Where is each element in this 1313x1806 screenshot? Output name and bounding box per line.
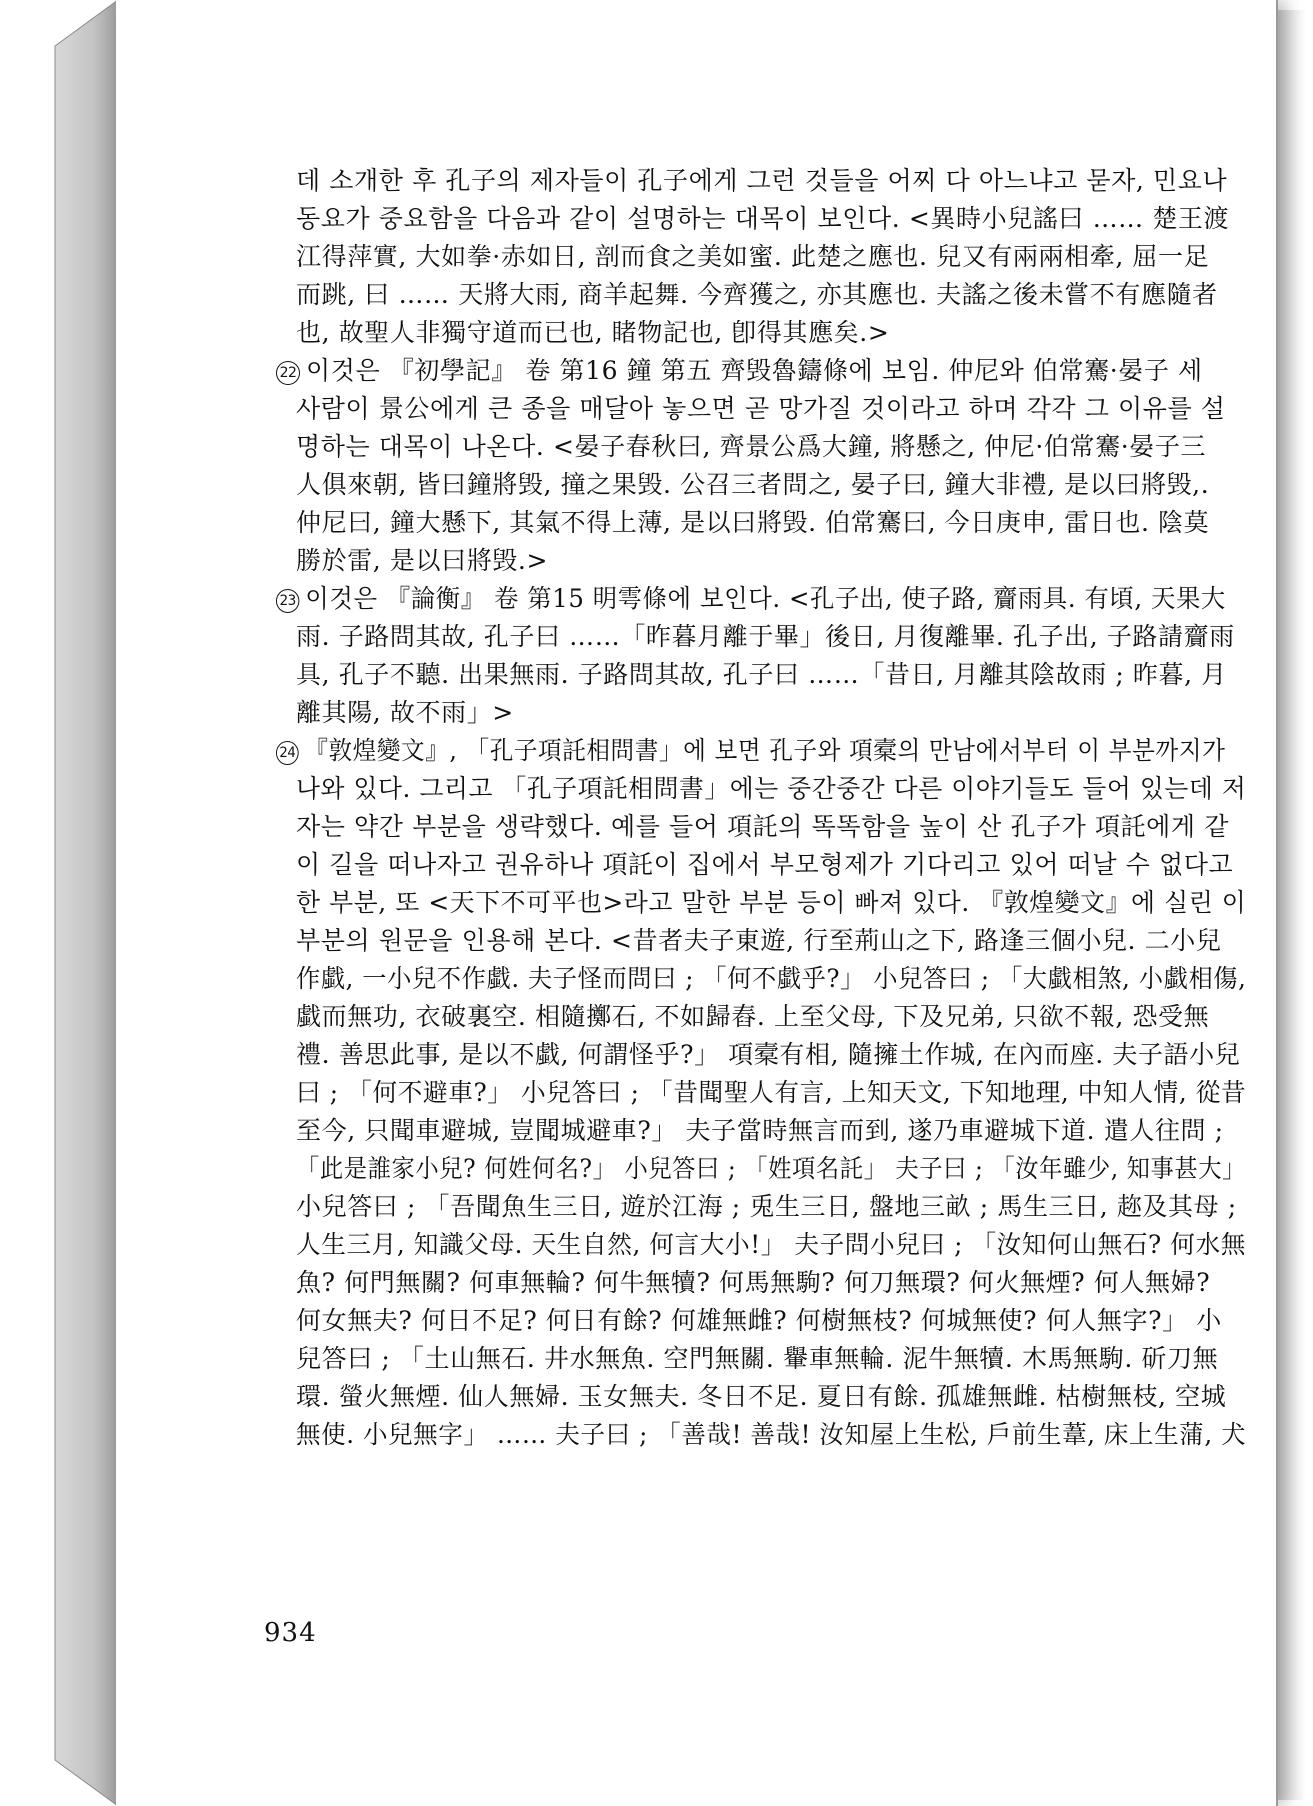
line-text: 仲尼曰, 鐘大懸下, 其氣不得上薄, 是以曰將毁. 伯常騫曰, 今日庚申, 雷日也. 陰莫 <box>296 508 1210 537</box>
text-line <box>296 1116 1224 1150</box>
line-text: 魚? 何門無關? 何車無輪? 何牛無犢? 何馬無駒? 何刀無環? 何火無煙? 何人無婦? <box>296 1268 1211 1297</box>
line-text: 「此是誰家小兒? 何姓何名?」 小兒答曰 ; 「姓項名託」 夫子曰 ; 「汝年雖少, 知事甚大」 <box>296 1154 1246 1183</box>
footnote-24-first-line <box>276 736 1226 770</box>
text-line <box>296 1268 1210 1302</box>
text-line <box>296 1420 1246 1454</box>
text-line <box>296 1040 1240 1074</box>
text-line <box>296 888 1246 922</box>
line-text: 나와 있다. 그리고 「孔子項託相問書」에는 중간중간 다른 이야기들도 들어 있는데 저 <box>296 774 1247 803</box>
text-line <box>296 964 1246 998</box>
line-text: 環. 螢火無煙. 仙人無婦. 玉女無夫. 冬日不足. 夏日有餘. 孤雄無雌. 枯樹無枝, 空城 <box>296 1382 1227 1411</box>
text-line <box>296 204 1229 238</box>
line-text: 至今, 只聞車避城, 豈聞城避車?」 夫子當時無言而到, 遂乃車避城下道. 遣人往問 ; <box>296 1116 1224 1145</box>
line-text: 자는 약간 부분을 생략했다. 예를 들어 項託의 똑똑함을 높이 산 孔子가 項託에게 같 <box>296 812 1229 841</box>
line-text: 何女無夫? 何日不足? 何日有餘? 何雄無雌? 何樹無枝? 何城無使? 何人無字?」 小 <box>296 1306 1222 1335</box>
text-line <box>296 280 1218 314</box>
line-text: 雨. 子路問其故, 孔子曰 ……「昨暮月離于畢」後日, 月復離畢. 孔子出, 子路請齎雨 <box>296 622 1235 651</box>
line-text: 데 소개한 후 孔子의 제자들이 孔子에게 그런 것들을 어찌 다 아느냐고 묻자, 민요나 <box>296 166 1228 195</box>
line-text: 禮. 善思此事, 是以不戱, 何謂怪乎?」 項槖有相, 隨擁土作城, 在內而座. 夫子語小兒 <box>296 1040 1241 1069</box>
text-line <box>296 1306 1222 1340</box>
text-line <box>296 1154 1246 1188</box>
text-line <box>296 1078 1246 1112</box>
line-text: 人俱來朝, 皆曰鐘將毁, 撞之果毁. 公召三者問之, 晏子曰, 鐘大非禮, 是以曰將毁,. <box>296 470 1210 499</box>
line-text: 이 길을 떠나자고 권유하나 項託이 집에서 부모형제가 기다리고 있어 떠날 수 없다고 <box>296 850 1234 879</box>
line-text: 也, 故聖人非獨守道而已也, 睹物記也, 卽得其應矣.> <box>296 318 890 347</box>
text-line <box>296 812 1229 846</box>
line-text: 具, 孔子不聽. 出果無雨. 子路問其故, 孔子曰 ……「昔日, 月離其陰故雨 ; 昨暮, 月 <box>296 660 1227 689</box>
line-text: 人生三月, 知識父母. 天生自然, 何言大小!」 夫子問小兒曰 ; 「汝知何山無石? 何水無 <box>296 1230 1246 1259</box>
line-text: 勝於雷, 是以曰將毁.> <box>296 546 548 575</box>
text-line <box>296 318 889 352</box>
text-line <box>296 1002 1209 1036</box>
text-line <box>296 508 1209 542</box>
text-line <box>296 546 548 580</box>
line-text: 한 부분, 또 <天下不可平也>라고 말한 부분 등이 빠져 있다. 『敦煌變文』에 실린 이 <box>296 888 1247 917</box>
text-line <box>296 470 1209 504</box>
footnote-marker-22: 22 <box>276 361 300 385</box>
text-line <box>296 1230 1246 1264</box>
text-line <box>296 1382 1226 1416</box>
line-text: 而跳, 曰 …… 天將大雨, 商羊起舞. 今齊獲之, 亦其應也. 夫謠之後未嘗不有應隨者 <box>296 280 1218 309</box>
line-text: 作戱, 一小兒不作戱. 夫子怪而問曰 ; 「何不戱乎?」 小兒答曰 ; 「大戱相煞, 小戱相傷, <box>296 964 1247 993</box>
line-text: 小兒答曰 ; 「吾聞魚生三日, 遊於江海 ; 兎生三日, 盤地三畝 ; 馬生三日, 趂及其母 ; <box>296 1192 1237 1221</box>
line-text: 江得萍實, 大如拳·赤如日, 剖而食之美如蜜. 此楚之應也. 兒又有兩兩相牽, 屈一足 <box>296 242 1210 271</box>
line-text: 부분의 원문을 인용해 본다. <昔者夫子東遊, 行至荊山之下, 路逢三個小兒. 二小兒 <box>296 926 1222 955</box>
line-text: 명하는 대목이 나온다. <晏子春秋曰, 齊景公爲大鐘, 將懸之, 仲尼·伯常騫·晏子三 <box>296 432 1207 461</box>
line-text: 曰 ; 「何不避車?」 小兒答曰 ; 「昔聞聖人有言, 上知天文, 下知地理, 中知人情, 從昔 <box>296 1078 1247 1107</box>
footnote-marker-23: 23 <box>276 589 299 613</box>
line-text: 離其陽, 故不雨」> <box>296 698 514 727</box>
footnote-marker-24: 24 <box>276 741 299 765</box>
text-line <box>296 660 1227 694</box>
line-text: 無使. 小兒無字」 …… 夫子曰 ; 「善哉! 善哉! 汝知屋上生松, 戶前生葦, 床上生蒲, 犬 <box>296 1420 1247 1449</box>
text-line <box>296 394 1226 428</box>
page-right-shadow <box>1276 10 1306 1800</box>
page-number: 934 <box>264 1618 317 1648</box>
text-line <box>296 432 1206 466</box>
text-line <box>296 850 1233 884</box>
line-text: 『敦煌變文』, 「孔子項託相問書」에 보면 孔子와 項槖의 만남에서부터 이 부분까지가 <box>304 736 1226 765</box>
text-line <box>296 1192 1237 1226</box>
text-line <box>296 242 1209 276</box>
document-page <box>116 0 1278 1806</box>
text-line <box>296 774 1246 808</box>
line-text: 이것은 『初學記』 卷 第16 鐘 第五 齊毁魯鑄條에 보임. 仲尼와 伯常騫·晏子 세 <box>306 356 1203 385</box>
text-line <box>296 1344 1218 1378</box>
line-text: 兒答曰 ; 「土山無石. 井水無魚. 空門無關. 轝車無輪. 泥牛無犢. 木馬無駒. 斫刀無 <box>296 1344 1219 1373</box>
line-text: 동요가 중요함을 다음과 같이 설명하는 대목이 보인다. <異時小兒謠曰 …… 楚王渡 <box>296 204 1230 233</box>
line-text: 이것은 『論衡』 卷 第15 明雩條에 보인다. <孔子出, 使子路, 齎雨具. 有頃, 天果大 <box>305 584 1226 613</box>
text-line <box>296 698 514 732</box>
footnote-22-first-line <box>276 356 1203 390</box>
footnote-23-first-line <box>276 584 1226 618</box>
text-line <box>296 622 1235 656</box>
line-text: 戱而無功, 衣破裏空. 相隨擲石, 不如歸舂. 上至父母, 下及兄弟, 只欲不報, 恐受無 <box>296 1002 1210 1031</box>
text-line <box>296 166 1227 200</box>
book-page-edges <box>0 0 120 1806</box>
line-text: 사람이 景公에게 큰 종을 매달아 놓으면 곧 망가질 것이라고 하며 각각 그 이유를 설 <box>296 394 1226 423</box>
text-line <box>296 926 1221 960</box>
